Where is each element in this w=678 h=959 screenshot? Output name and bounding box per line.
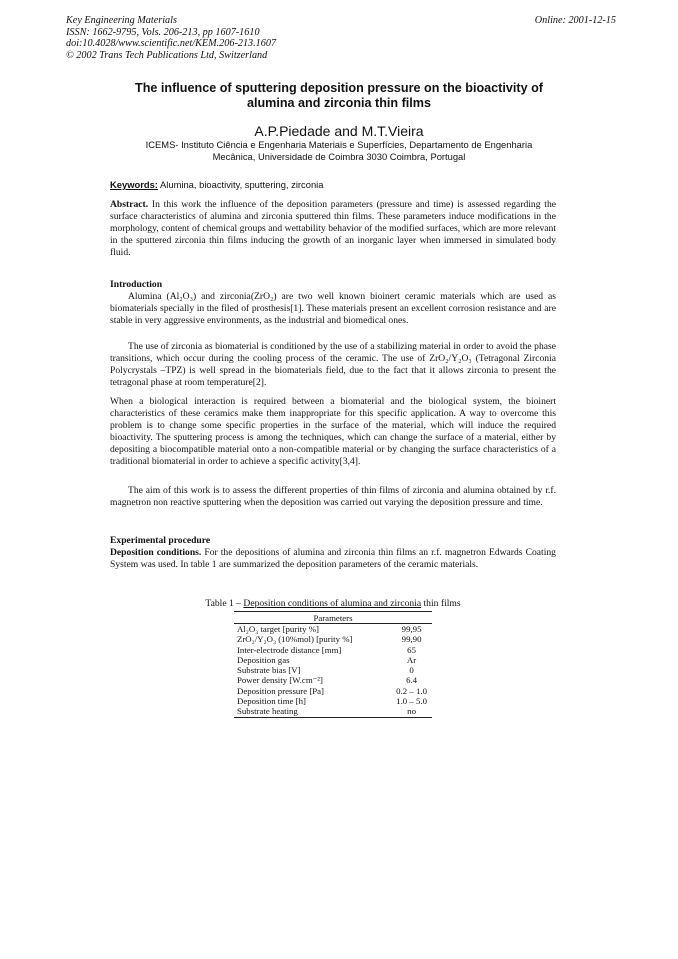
issn-line: ISSN: 1662-9795, Vols. 206-213, pp 1607-1610 [66,26,260,38]
parameter-name: Deposition time [h] [237,696,306,707]
intro-paragraph-3: When a biological interaction is required between a biomaterial and the biological system, the bioinert characteristics of these ceramics make them inappropriate for this specific application. A way to overcome this problem is to change some specific properties in the surface of the material, which will induce the required bioactivity. The sputtering process is among the techniques, which can change the surface of a material, either by depositing a biocompatible material onto a non-compatible material or by changing the surface characteristics of a traditional biomaterial in order to achieve a specific activity[3,4]. [110,396,556,467]
parameter-name: Substrate bias [V] [237,665,301,676]
parameter-value: 6.4 [406,675,418,686]
parameter-value: Ar [406,654,417,665]
parameter-name: Substrate heating [234,706,391,717]
intro-paragraph-1: Alumina (Al₂O₃) and zirconia(ZrO₂) are two well known bioinert ceramic materials which are used as biomaterials specially in the filed of prosthesis[1]. These materials present an excellent corrosion resistance and are stable in very aggressive environments, as the industrial and biomedical ones. [110,291,556,326]
parameter-value: 99,90 [401,634,422,645]
parameter-name: ZrO₂/Y₂O₃ (10%mol) [purity %] [237,634,353,645]
parameter-name: Deposition gas [237,654,290,665]
journal-header [66,15,276,61]
title-line-1: The influence of sputtering deposition pressure on the bioactivity of [135,81,543,95]
parameter-value: no [391,706,432,717]
table-row [234,665,432,675]
affiliation-line-1: ICEMS- Instituto Ciência e Engenharia Materiais e Superfícies, Departamento de Engenharia [145,139,533,150]
abstract [110,199,556,259]
parameter-value: 99,95 [401,624,422,634]
table-row [234,634,432,644]
parameter-value: 0 [409,665,414,676]
parameter-name: Deposition pressure [Pa] [237,685,324,696]
affiliation [90,139,588,164]
table-caption [110,598,556,609]
paper-title [100,81,578,111]
intro-heading: Introduction [110,279,163,290]
parameter-value: 0.2 – 1.0 [396,685,427,696]
abstract-text: In this work the influence of the deposition parameters (pressure and time) is assessed regarding the surface characteristics of alumina and zirconia sputtered thin films. These parameters induce modifications in the morphology, content of chemical groups and wettability behavior of the modified surfaces, which are more relevant in the sputtered zirconia thin films inducing the growth of an inorganic layer when immersed in simulated body fluid. [110,199,556,258]
intro-paragraph-4: The aim of this work is to assess the different properties of thin films of zirconia and alumina obtained by r.f. magnetron non reactive sputtering when the deposition was carried out varying the deposition pressure and time. [110,485,556,508]
parameter-name: Power density [W.cm⁻²] [237,675,323,686]
table-row [234,655,432,665]
affiliation-line-2: Mecânica, Universidade de Coimbra 3030 Coimbra, Portugal [212,151,466,163]
table-caption-underlined: Deposition conditions of alumina and zirconia [243,598,422,609]
table-row [234,706,432,717]
table-row [234,686,432,696]
keywords-text: Alumina, bioactivity, sputtering, zirconia [157,179,324,190]
parameter-name: Inter-electrode distance [mm] [237,644,342,655]
keywords-label: Keywords: [110,179,158,190]
table-header: Parameters [234,612,432,624]
title-line-2: alumina and zirconia thin films [246,96,432,110]
deposition-text: For the depositions of alumina and zirconia thin films an r.f. magnetron Edwards Coating System was used. In table 1 are summarized the deposition parameters of the ceramic materials. [110,547,556,570]
parameter-name: Al₂O₃ target [purity %] [237,624,319,634]
table-row [234,675,432,685]
journal-name: Key Engineering Materials [66,15,177,26]
table-caption-suffix: thin films [421,598,461,609]
abstract-label: Abstract. [110,199,149,210]
parameters-table [234,611,432,718]
parameter-value: 65 [407,644,416,655]
table-row [234,645,432,655]
online-date: Online: 2001-12-15 [534,15,616,26]
parameter-value: 1.0 – 5.0 [396,696,427,707]
authors: A.P.Piedade and M.T.Vieira [254,123,424,139]
table-caption-prefix: Table 1 – [205,598,244,609]
doi-line: doi:10.4028/www.scientific.net/KEM.206-213.1607 [66,38,277,50]
deposition-paragraph [110,547,556,571]
keywords [110,179,323,190]
table-row [234,624,432,635]
table-row [234,696,432,706]
deposition-label: Deposition conditions. [110,547,202,558]
copyright-line: © 2002 Trans Tech Publications Ltd, Switzerland [66,49,268,61]
intro-paragraph-2: The use of zirconia as biomaterial is conditioned by the use of a stabilizing material in order to avoid the phase transitions, which occur during the cooling process of the ceramic. The use of ZrO₂/Y₂O₃ (Tetragonal Zirconia Polycrystals –TPZ) is well spread in the biomaterials field, due to the fact that it allows zirconia to present the tetragonal phase at room temperature[2]. [110,341,556,388]
experimental-heading: Experimental procedure [110,535,211,546]
